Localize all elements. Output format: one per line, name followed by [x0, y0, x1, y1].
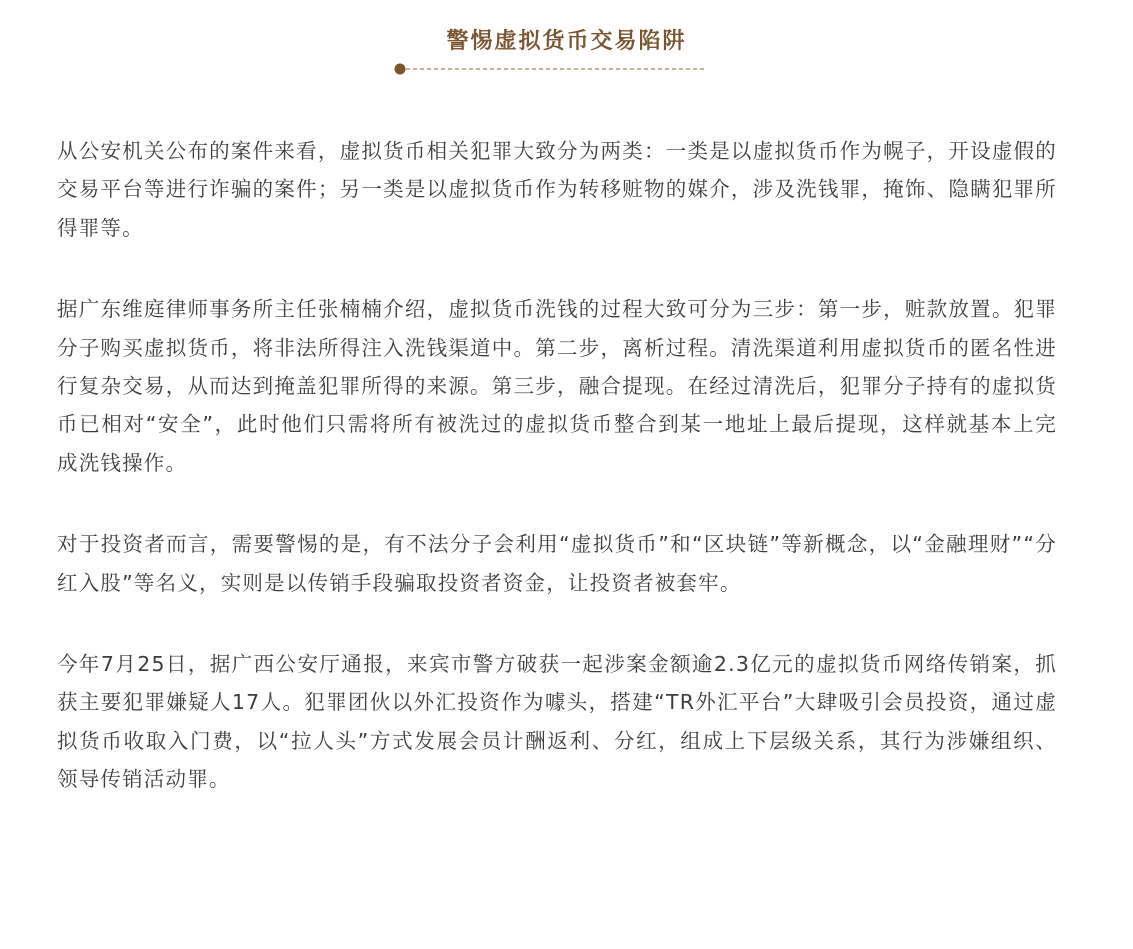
paragraph-laundering-steps: 据广东维庭律师事务所主任张楠楠介绍，虚拟货币洗钱的过程大致可分为三步：第一步，赃款放置。犯罪分子购买虚拟货币，将非法所得注入洗钱渠道中。第二步，离析过程。清洗渠道利用虚拟货币的匿名性进行复杂交易，从而达到掩盖犯罪所得的来源。第三步，融合提现。在经过清洗后，犯罪分子持有的虚拟货币已相对“安全”，此时他们只需将所有被洗过的虚拟货币整合到某一地址上最后提现，这样就基本上完成洗钱操作。 — [57, 297, 1057, 475]
paragraph-case-report: 今年7月25日，据广西公安厅通报，来宾市警方破获一起涉案金额逾2.3亿元的虚拟货币网络传销案，抓获主要犯罪嫌疑人17人。犯罪团伙以外汇投资作为噱头，搭建“TR外汇平台”大肆吸引会员投资，通过虚拟货币收取入门费，以“拉人头”方式发展会员计酬返利、分红，组成上下层级关系，其行为涉嫌组织、领导传销活动罪。 — [57, 652, 1057, 792]
article-header — [0, 0, 1133, 80]
divider-dot — [395, 64, 406, 75]
paragraph-crime-categories: 从公安机关公布的案件来看，虚拟货币相关犯罪大致分为两类：一类是以虚拟货币作为幌子，开设虚假的交易平台等进行诈骗的案件；另一类是以虚拟货币作为转移赃物的媒介，涉及洗钱罪，掩饰、隐瞒犯罪所得罪等。 — [57, 139, 1057, 240]
paragraph-investor-warning: 对于投资者而言，需要警惕的是，有不法分子会利用“虚拟货币”和“区块链”等新概念，以“金融理财”“分红入股”等名义，实则是以传销手段骗取投资者资金，让投资者被套牢。 — [57, 532, 1057, 595]
article-body — [57, 132, 1057, 799]
page-title: 警惕虚拟货币交易陷阱 — [446, 29, 687, 54]
title-divider — [394, 63, 708, 75]
